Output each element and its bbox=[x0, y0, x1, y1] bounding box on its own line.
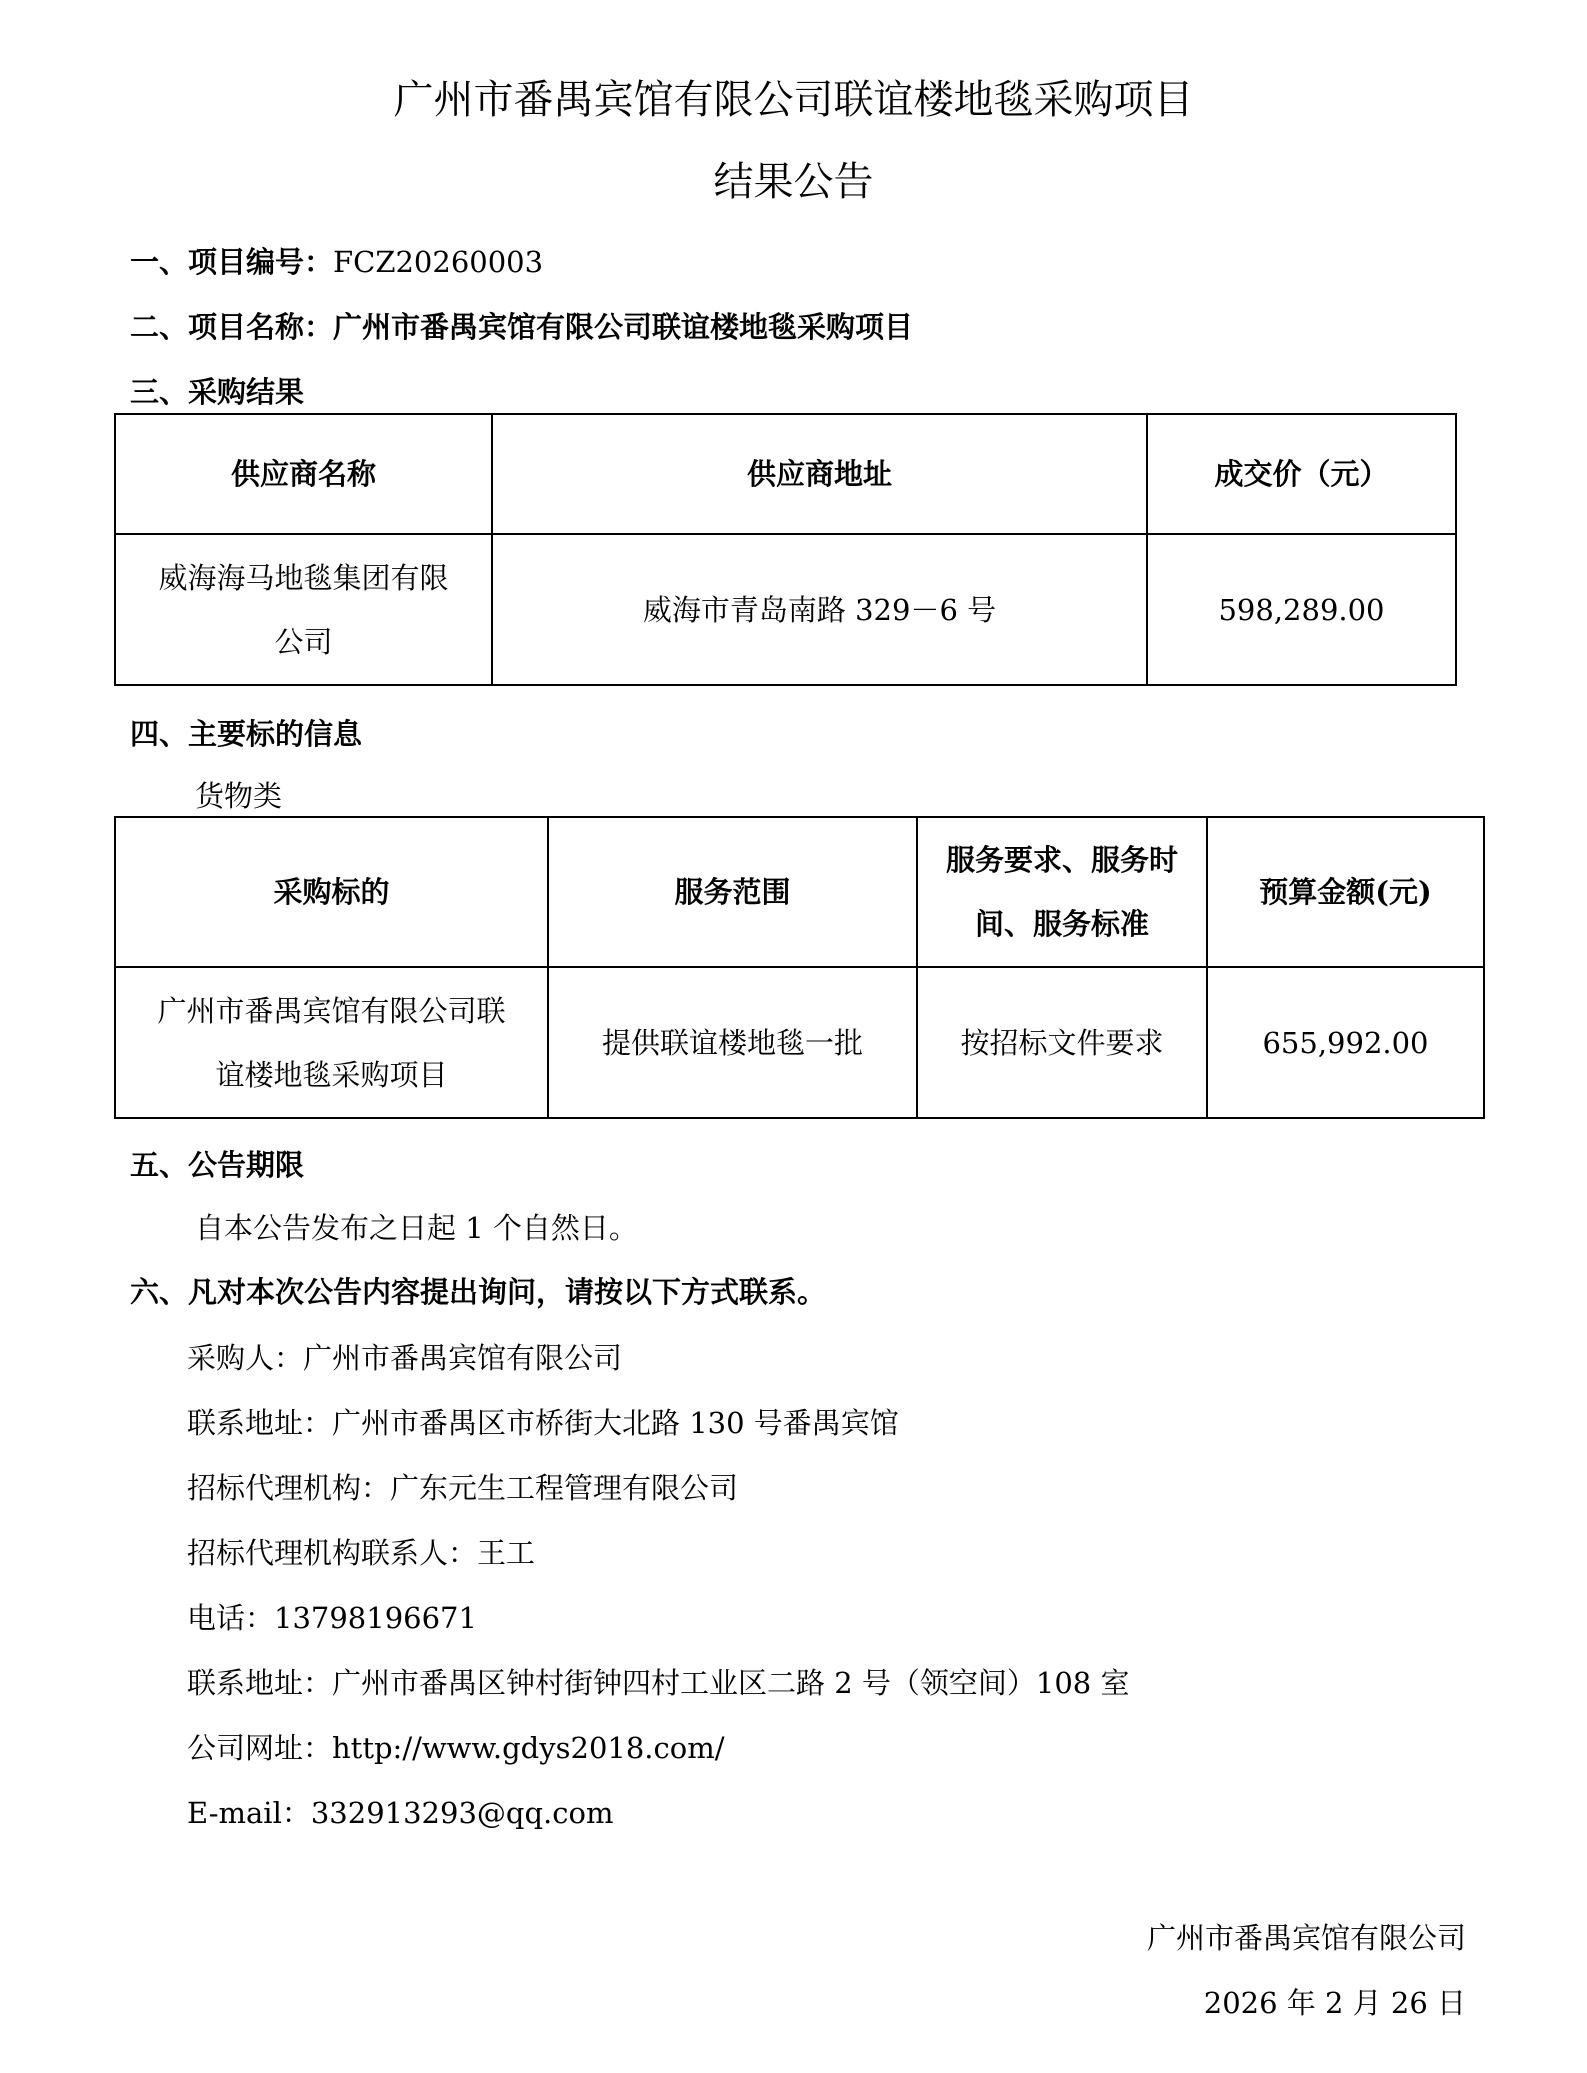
agency: 招标代理机构：广东元生工程管理有限公司 bbox=[187, 1471, 739, 1505]
supplier-name-line1: 威海海马地毯集团有限 bbox=[158, 560, 449, 595]
deal-price-cell: 598,289.00 bbox=[1147, 534, 1456, 685]
section-heading-contact: 六、凡对本次公告内容提出询问，请按以下方式联系。 bbox=[130, 1275, 827, 1309]
subject-table bbox=[114, 816, 1485, 1119]
table-header-row bbox=[115, 414, 1456, 534]
header-supplier-address: 供应商地址 bbox=[492, 414, 1147, 534]
phone: 电话：13798196671 bbox=[187, 1601, 477, 1635]
project-name-label: 二、项目名称： bbox=[130, 310, 334, 344]
service-scope-cell: 提供联谊楼地毯一批 bbox=[548, 967, 917, 1118]
header-subject: 采购标的 bbox=[115, 817, 548, 967]
agency-contact: 招标代理机构联系人：王工 bbox=[187, 1536, 536, 1570]
email: E-mail：332913293@qq.com bbox=[187, 1796, 614, 1830]
project-number bbox=[130, 240, 543, 281]
project-name bbox=[130, 305, 913, 346]
project-name-value: 广州市番禺宾馆有限公司联谊楼地毯采购项目 bbox=[333, 310, 914, 344]
subject-line2: 谊楼地毯采购项目 bbox=[215, 1057, 448, 1092]
document-title-line2: 结果公告 bbox=[713, 159, 874, 205]
header-deal-price: 成交价（元） bbox=[1147, 414, 1456, 534]
budget-cell: 655,992.00 bbox=[1207, 967, 1484, 1118]
header-service-requirements-line1: 服务要求、服务时 bbox=[945, 843, 1178, 877]
purchaser: 采购人：广州市番禺宾馆有限公司 bbox=[187, 1341, 623, 1375]
header-service-requirements bbox=[917, 817, 1207, 967]
website: 公司网址：http://www.gdys2018.com/ bbox=[187, 1731, 725, 1765]
supplier-address-cell: 威海市青岛南路 329－6 号 bbox=[492, 534, 1147, 685]
footer-organization: 广州市番禺宾馆有限公司 bbox=[1146, 1921, 1466, 1955]
header-service-requirements-line2: 间、服务标准 bbox=[974, 907, 1149, 941]
goods-category: 货物类 bbox=[195, 779, 283, 813]
footer-date: 2026 年 2 月 26 日 bbox=[1203, 1986, 1466, 2020]
subject-cell bbox=[115, 967, 548, 1118]
service-requirements-cell: 按招标文件要求 bbox=[917, 967, 1207, 1118]
notice-period-text: 自本公告发布之日起 1 个自然日。 bbox=[195, 1211, 638, 1245]
section-heading-subject-info: 四、主要标的信息 bbox=[130, 717, 363, 751]
supplier-name-cell bbox=[115, 534, 492, 685]
header-supplier-name: 供应商名称 bbox=[115, 414, 492, 534]
table-row bbox=[115, 534, 1456, 685]
subject-line1: 广州市番禺宾馆有限公司联 bbox=[157, 993, 506, 1028]
results-table bbox=[114, 413, 1457, 686]
document-title-line1: 广州市番禺宾馆有限公司联谊楼地毯采购项目 bbox=[393, 77, 1194, 123]
purchaser-address: 联系地址：广州市番禺区市桥街大北路 130 号番禺宾馆 bbox=[187, 1406, 899, 1440]
project-number-value: FCZ20260003 bbox=[333, 245, 544, 279]
table-row bbox=[115, 967, 1484, 1118]
supplier-name-line2: 公司 bbox=[274, 624, 333, 659]
header-budget: 预算金额(元) bbox=[1207, 817, 1484, 967]
header-service-scope: 服务范围 bbox=[548, 817, 917, 967]
section-heading-notice-period: 五、公告期限 bbox=[130, 1148, 305, 1182]
agency-address: 联系地址：广州市番禺区钟村街钟四村工业区二路 2 号（领空间）108 室 bbox=[187, 1666, 1130, 1700]
section-heading-results: 三、采购结果 bbox=[130, 375, 305, 409]
table-header-row bbox=[115, 817, 1484, 967]
project-number-label: 一、项目编号： bbox=[130, 245, 334, 279]
